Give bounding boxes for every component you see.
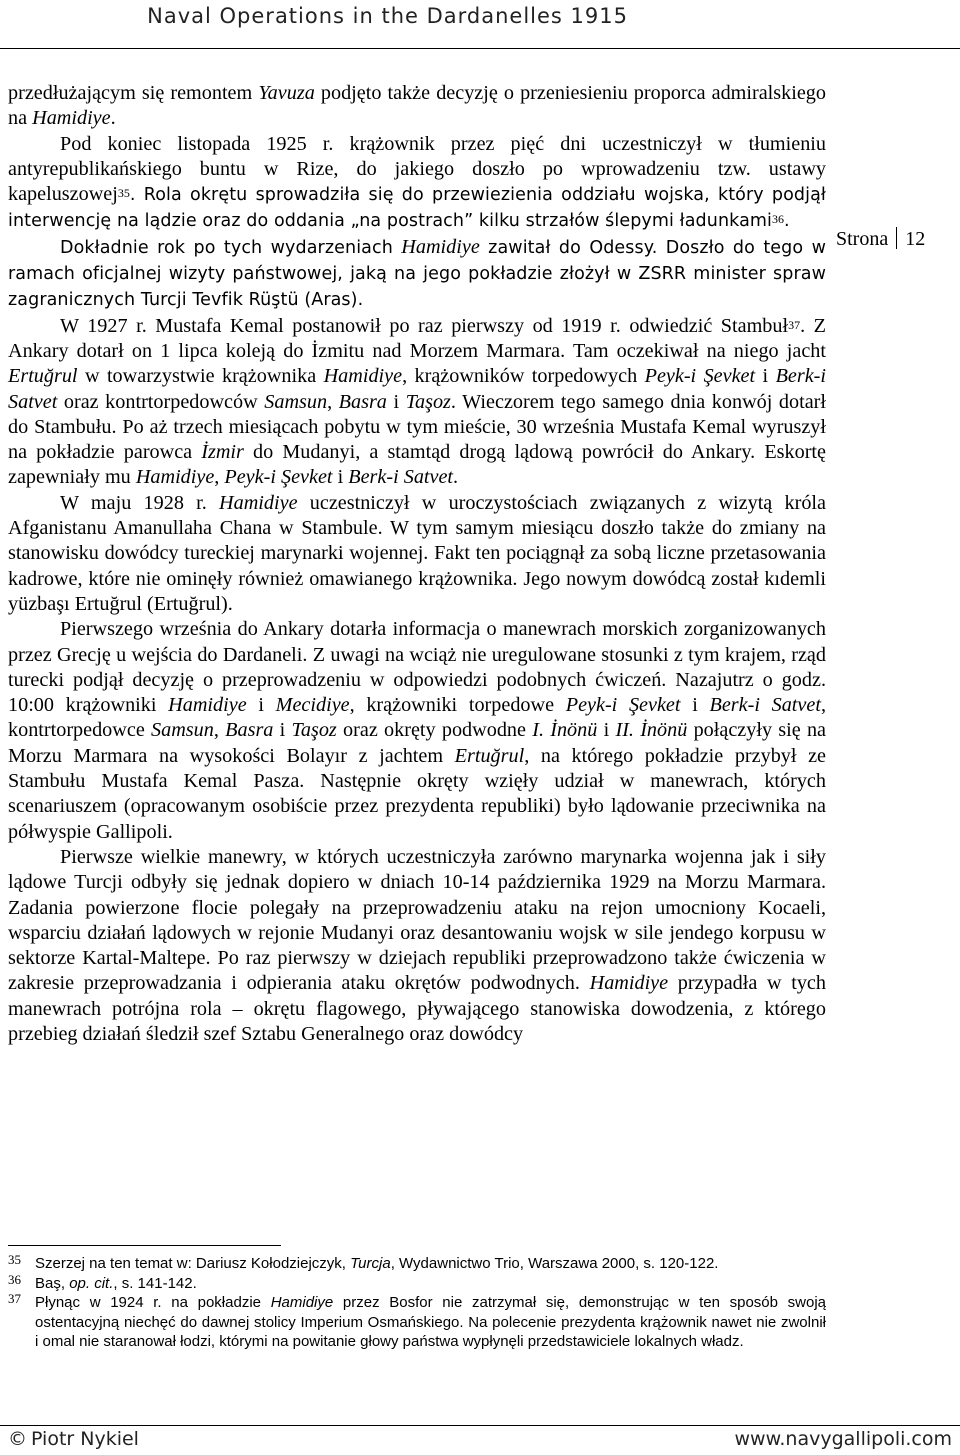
ship-name: I. İnönü	[532, 719, 598, 742]
ship-name: Yavuza	[258, 82, 315, 104]
ship-name: Samsun	[264, 390, 328, 413]
paragraph-6: Pierwszego września do Ankary dotarła informacja o manewrach morskich zorganizowanych przez Grecję u wejścia do Dardaneli. Z uwagi na wciąż nie uregulowane stosunki z tym krajem, rząd turecki podjął decyzję o przeprowadzeniu w odpowiedzi podobnych ćwiczeń. Nazajutrz o godz. 10:00 krążowniki Hamidiye i Mecidiye, krążowniki torpedowe Peyk-i Şevket i Berk-i Satvet, kontrtorpedowce Samsun, Basra i Taşoz oraz okręty podwodne I. İnönü i II. İnönü połączyły się na Morzu Marmara na wysokości Bolayır z jachtem Ertuğrul, na którego pokładzie przybył ze Stambułu Mustafa Kemal Pasza. Następnie okręty wzięły udział w manewrach, których scenariuszem (opracowanym osobiście przez prezydenta republiki) było lądowanie przeciwnika na półwyspie Gallipoli.	[8, 618, 827, 843]
footnote-35: 35 Szerzej na ten temat w: Dariusz Kołodziejczyk, Turcja, Wydawnictwo Trio, Warszawa 2000, s. 120-122.	[8, 1252, 719, 1272]
ship-name: Berk-i Satvet	[348, 466, 454, 489]
paragraph-7: Pierwsze wielkie manewry, w których uczestniczyła zarówno marynarka wojenna jak i siły lądowe Turcji odbyły się jednak dopiero w dniach 10-14 października 1929 na Morzu Marmara. Zadania powierzone flocie polegały na przeprowadzeniu ataku na rejon umocniony Kocaeli, wsparciu działań lądowych w rejonie Mudanyi oraz desantowaniu wojsk w sile jendego korpusu w sektorze Kartal-Maltepe. Po raz pierwszy w dziejach republiki przeprowadzono także ćwiczenia w zakresie przeprowadzania i odpierania ataku okrętów podwodnych. Hamidiye przypadła w tych manewrach potrójna rola – okrętu flagowego, pływającego stanowiska dowodzenia, z którego przebieg działań śledził szef Sztabu Generalnego oraz dowódcy	[8, 845, 826, 1045]
website-link[interactable]: www.navygallipoli.com	[734, 1428, 952, 1450]
ship-name: Basra	[338, 390, 387, 413]
footer-author	[8, 1428, 139, 1450]
footnote-number: 36	[8, 1271, 21, 1287]
footnote-divider	[8, 1245, 281, 1246]
footnote-ref[interactable]: 35	[117, 186, 130, 201]
ship-name: Taşoz	[291, 719, 337, 742]
ship-name: Hamidiye	[323, 365, 403, 388]
ship-name: Hamidiye	[401, 235, 480, 258]
ship-name: Taşoz	[405, 390, 451, 413]
paragraph-2: Pod koniec listopada 1925 r. krążownik przez pięć dni uczestniczył w tłumieniu antyrepublikańskiego buntu w Rize, do jakiego doszło po wprowadzeniu tzw. ustawy kapeluszowej$^{35}$. Rola okrętu sprowadziła się do przewiezienia oddziału wojska, który podjął interwencję na lądzie oraz do oddania „na postrach” kilku strzałów ślepymi ładunkami$^{36}$.	[8, 132, 826, 232]
ship-name: Hamidiye	[32, 107, 111, 130]
footnotes	[8, 1254, 826, 1352]
paragraph-4: W 1927 r. Mustafa Kemal postanowił po raz pierwszy od 1919 r. odwiedzić Stambuł$^{37}$. Z Ankary dotarł on 1 lipca koleją do İzmitu nad Morzem Marmara. Tam oczekiwał na niego jacht Ertuğrul w towarzystwie krążownika Hamidiye, krążowników torpedowych Peyk-i Şevket i Berk-i Satvet oraz kontrtorpedowców Samsun, Basra i Taşoz. Wieczorem tego samego dnia konwój dotarł do Stambułu. Po aż trzech miesiącach pobytu w tym mieście, 30 września Mustafa Kemal wyruszył na pokładzie parowca İzmir do Mudanyi, a stamtąd drogą lądową powrócił do Ankary. Eskortę zapewniały mu Hamidiye, Peyk-i Şevket i Berk-i Satvet.	[8, 314, 827, 489]
ship-name: Berk-i Satvet	[8, 365, 827, 413]
page-number	[836, 227, 925, 251]
ship-name: Hamidiye	[135, 466, 215, 489]
ship-name: Samsun	[151, 719, 214, 742]
footnote-number: 35	[8, 1252, 21, 1267]
ship-name: Mecidiye	[275, 694, 350, 717]
ship-name: Hamidiye	[589, 972, 669, 995]
main-text	[8, 81, 826, 1047]
ship-name: Peyk-i Şevket	[565, 694, 681, 717]
ship-name: II. İnönü	[615, 719, 688, 742]
footnote-number: 37	[8, 1291, 21, 1306]
ship-name: İzmir	[201, 441, 244, 464]
ship-name: Peyk-i Şevket	[644, 365, 756, 388]
footnote-36: 36 Baş, op. cit., s. 141-142.	[8, 1271, 197, 1292]
paragraph-1: przedłużającym się remontem Yavuza podjęto także decyzję o przeniesieniu proporca admiralskiego na Hamidiye.	[8, 82, 826, 130]
page-number-separator	[896, 227, 897, 249]
ship-name: Hamidiye	[219, 491, 298, 514]
footnote-37: 37 Płynąc w 1924 r. na pokładzie Hamidiye przez Bosfor nie zatrzymał się, demonstrując w ten sposób swoją ostentacyjną niechęć do dawnej stolicy Imperium Osmańskiego. Na polecenie prezydenta krążownik nawet nie zwolnił i omal nie staranował łodzi, którymi na powitanie głowy państwa wypłynęli przedstawiciele lokalnych władz.	[8, 1291, 826, 1350]
footer-divider	[0, 1425, 960, 1426]
page-number-value: 12	[905, 228, 926, 250]
paragraph-3: Dokładnie rok po tych wydarzeniach Hamidiye zawitał do Odessy. Doszło do tego w ramach oficjalnej wizyty państwowej, jaką na jego pokładzie złożył w ZSRR minister spraw zagranicznych Turcji Tevfik Rüştü (Aras).	[8, 235, 827, 311]
ship-name: Berk-i Satvet	[709, 694, 821, 717]
page-footer	[0, 1428, 960, 1454]
paragraph-5: W maju 1928 r. Hamidiye uczestniczył w uroczystościach związanych z wizytą króla Afganistanu Amanullaha Chana w Stambule. W tym samym miesiącu doszło także do zmiany na stanowisku dowódcy tureckiej marynarki wojennej. Fakt ten pociągnął za sobą liczne przetasowania kadrowe, które nie ominęły również omawianego krążownika. Jego nowym dowódcą został kıdemli yüzbaşı Ertuğrul (Ertuğrul).	[8, 491, 826, 615]
footnote-ref[interactable]: 37	[788, 317, 801, 332]
ship-name: Ertuğrul	[8, 365, 78, 388]
header-title: Naval Operations in the Dardanelles 1915	[147, 4, 628, 28]
ship-name: Peyk-i Şevket	[224, 466, 333, 489]
page-header	[0, 4, 960, 44]
ship-name: Hamidiye	[168, 694, 247, 717]
footnote-ref[interactable]: 36	[772, 212, 785, 227]
page-label: Strona	[836, 228, 889, 250]
header-divider	[0, 48, 960, 49]
author-name: Piotr Nykiel	[31, 1428, 139, 1450]
ship-name: Basra	[225, 719, 274, 742]
ship-name: Ertuğrul	[454, 744, 525, 767]
copyright-icon: ©	[8, 1428, 27, 1450]
